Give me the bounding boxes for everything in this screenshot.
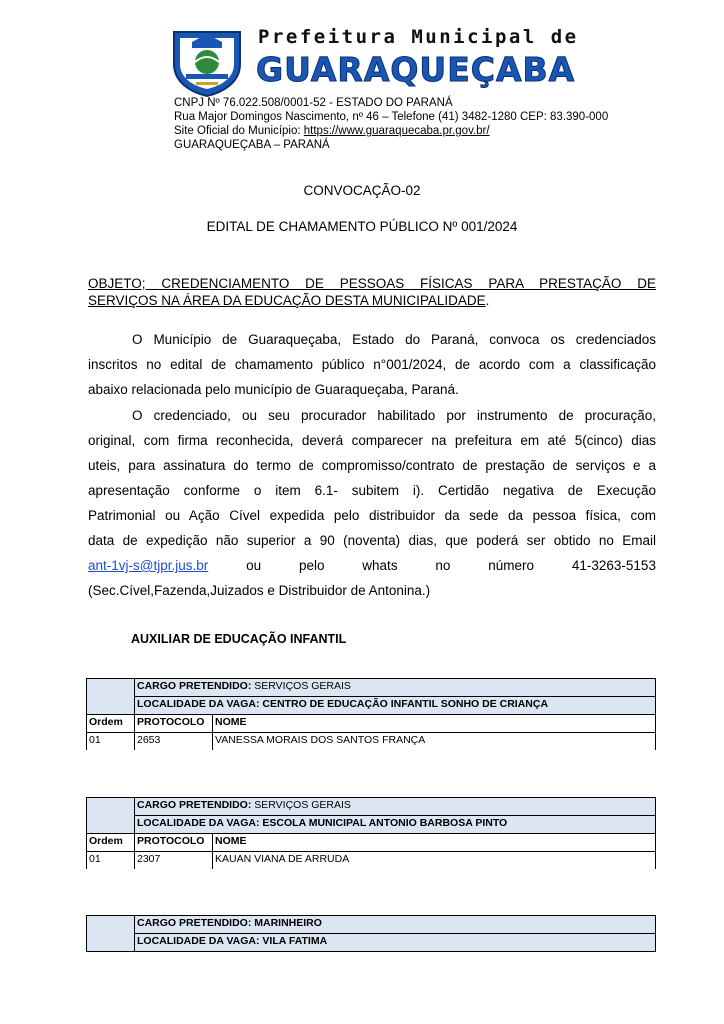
col-ordem: Ordem	[86, 833, 134, 851]
header-cnpj: CNPJ Nº 76.022.508/0001-52 - ESTADO DO PARANÁ	[174, 97, 453, 109]
brand-title: Prefeitura Municipal de	[258, 26, 579, 48]
email-link[interactable]: ant-1vj-s@tjpr.jus.br	[88, 558, 209, 573]
table-row-ordem: 01	[86, 732, 134, 750]
table-row-protocolo: 2307	[134, 851, 212, 869]
cargo-label: CARGO PRETENDIDO:	[137, 799, 252, 811]
cargo-cell	[134, 678, 656, 696]
col-protocolo: PROTOCOLO	[134, 714, 212, 732]
col-nome: NOME	[212, 714, 656, 732]
brand-name: GUARAQUEÇABA	[256, 50, 576, 89]
header-site	[174, 124, 490, 138]
localidade-cell: LOCALIDADE DA VAGA: CENTRO DE EDUCAÇÃO INFANTIL SONHO DE CRIANÇA	[134, 696, 656, 714]
table-row-protocolo: 2653	[134, 732, 212, 750]
municipal-crest-icon	[170, 26, 244, 98]
objeto-line-1: OBJETO; CREDENCIAMENTO DE PESSOAS FÍSICAS PARA PRESTAÇÃO DE	[88, 276, 656, 291]
vacancy-table-1	[86, 678, 656, 750]
p1-line-2: inscritos no edital de chamamento público n°001/2024, de acordo com a classificação	[88, 357, 656, 372]
table-corner	[86, 797, 134, 833]
table-row-ordem: 01	[86, 851, 134, 869]
p2-line-3: uteis, para assinatura do termo de compromisso/contrato de prestação de serviços e a	[88, 458, 656, 473]
cargo-cell: CARGO PRETENDIDO: MARINHEIRO	[134, 915, 656, 933]
section-title: AUXILIAR DE EDUCAÇÃO INFANTIL	[131, 632, 347, 646]
objeto-line-2-text: SERVIÇOS NA ÁREA DA EDUCAÇÃO DESTA MUNICIPALIDADE	[88, 293, 486, 308]
localidade-cell: LOCALIDADE DA VAGA: ESCOLA MUNICIPAL ANTONIO BARBOSA PINTO	[134, 815, 656, 833]
p2-line-6: data de expedição não superior a 90 (noventa) dias, que poderá ser obtido no Email	[88, 533, 656, 548]
table-corner	[86, 678, 134, 714]
p1-line-1: O Município de Guaraqueçaba, Estado do Paraná, convoca os credenciados	[132, 332, 656, 347]
table-row-nome: VANESSA MORAIS DOS SANTOS FRANÇA	[212, 732, 656, 750]
cargo-label: CARGO PRETENDIDO:	[137, 680, 252, 692]
header-city: GUARAQUEÇABA – PARANÁ	[174, 139, 330, 151]
objeto-line-2	[88, 292, 656, 309]
p2-word: ou	[246, 558, 262, 573]
col-protocolo: PROTOCOLO	[134, 833, 212, 851]
site-label: Site Oficial do Município:	[174, 125, 304, 137]
convocacao-title: CONVOCAÇÃO-02	[303, 183, 421, 198]
p2-line-4: apresentação conforme o item 6.1- subitem i). Certidão negativa de Execução	[88, 483, 656, 498]
cargo-value: SERVIÇOS GERAIS	[251, 799, 351, 811]
header-address: Rua Major Domingos Nascimento, nº 46 – Telefone (41) 3482-1280 CEP: 83.390-000	[174, 111, 609, 123]
col-nome: NOME	[212, 833, 656, 851]
table-divider	[86, 951, 656, 952]
p2-line-2: original, com firma reconhecida, deverá comparecer na prefeitura em até 5(cinco) dias	[88, 433, 656, 448]
p2-line-8: (Sec.Cível,Fazenda,Juizados e Distribuidor de Antonina.)	[88, 583, 431, 598]
p2-line-1: O credenciado, ou seu procurador habilitado por instrumento de procuração,	[132, 408, 656, 423]
vacancy-table-2	[86, 797, 656, 869]
cargo-cell	[134, 797, 656, 815]
p2-line-5: Patrimonial ou Ação Cível expedida pelo distribuidor da sede da pessoa física, com	[88, 508, 656, 523]
p1-line-3: abaixo relacionada pelo município de Guaraqueçaba, Paraná.	[88, 382, 459, 397]
vacancy-table-3	[86, 915, 656, 952]
cargo-value: SERVIÇOS GERAIS	[251, 680, 351, 692]
phone-number: 41-3263-5153	[571, 558, 656, 573]
p2-word: número	[488, 558, 535, 573]
p2-word: pelo	[298, 558, 325, 573]
localidade-cell: LOCALIDADE DA VAGA: VILA FATIMA	[134, 933, 656, 951]
p2-line-7	[88, 557, 656, 574]
edital-title: EDITAL DE CHAMAMENTO PÚBLICO Nº 001/2024	[206, 219, 518, 234]
table-row-nome: KAUAN VIANA DE ARRUDA	[212, 851, 656, 869]
table-corner	[86, 915, 134, 951]
col-ordem: Ordem	[86, 714, 134, 732]
objeto-end: .	[485, 293, 490, 308]
p2-word: whats	[362, 558, 398, 573]
p2-word: no	[435, 558, 451, 573]
site-link[interactable]: https://www.guaraquecaba.pr.gov.br/	[303, 125, 490, 137]
